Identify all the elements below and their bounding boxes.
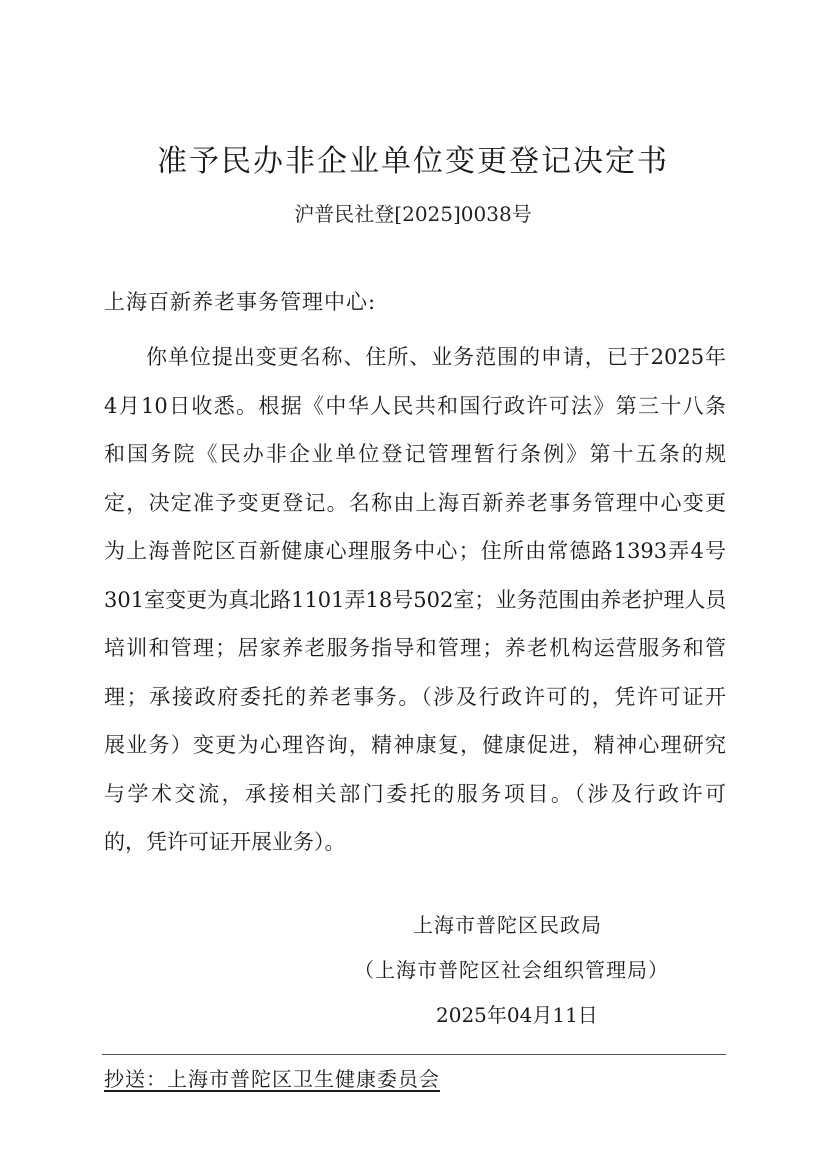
body-line: 展业务）变更为心理咨询，精神康复，健康促进，精神心理研究: [104, 733, 726, 757]
issuer-alt-name: （上海市普陀区社会组织管理局）: [354, 958, 669, 982]
issue-date: 2025年04月11日: [436, 1003, 598, 1027]
body-line: 定，决定准予变更登记。名称由上海百新养老事务管理中心变更: [104, 490, 726, 515]
body-line: 你单位提出变更名称、住所、业务范围的申请，已于2025年: [146, 345, 726, 369]
body-line: 301室变更为真北路1101弄18号502室；业务范围由养老护理人员: [104, 587, 727, 612]
divider: [102, 1054, 726, 1055]
body-line: 培训和管理；居家养老服务指导和管理；养老机构运营服务和管: [104, 636, 726, 660]
body-line: 和国务院《民办非企业单位登记管理暂行条例》第十五条的规: [104, 442, 726, 466]
body-line: 4月10日收悉。根据《中华人民共和国行政许可法》第三十八条: [104, 393, 726, 418]
body-line: 为上海普陀区百新健康心理服务中心；住所由常德路1393弄4号: [104, 539, 726, 563]
body-line: 与学术交流，承接相关部门委托的服务项目。（涉及行政许可: [104, 781, 726, 806]
addressee: 上海百新养老事务管理中心:: [104, 290, 377, 314]
cc-recipient: 抄送：上海市普陀区卫生健康委员会: [104, 1067, 440, 1091]
body-line: 的，凭许可证开展业务）。: [104, 830, 346, 854]
document-body: [104, 333, 726, 867]
document-title: 准予民办非企业单位变更登记决定书: [157, 144, 669, 179]
body-line: 理；承接政府委托的养老事务。（涉及行政许可的，凭许可证开: [104, 684, 726, 709]
issuer-name: 上海市普陀区民政局: [413, 913, 602, 937]
document-number: 沪普民社登[2025]0038号: [294, 202, 532, 226]
